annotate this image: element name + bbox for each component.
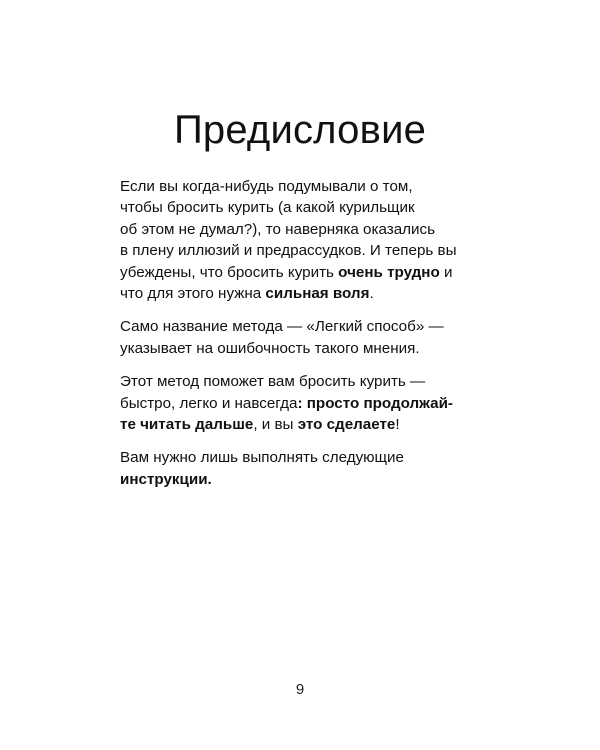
text-run: . bbox=[369, 285, 374, 303]
text-run: Само название метода — «Легкий способ» — bbox=[120, 318, 444, 336]
text-line bbox=[120, 197, 490, 218]
text-run: и bbox=[439, 263, 453, 281]
text-line bbox=[120, 176, 490, 197]
text-run: Этот метод поможет вам бросить курить — bbox=[120, 373, 426, 391]
bold-text: инструкции. bbox=[120, 470, 212, 488]
text-run: ! bbox=[395, 416, 400, 434]
text-line bbox=[120, 338, 490, 359]
paragraph bbox=[120, 176, 490, 304]
bold-text: очень трудно bbox=[338, 263, 440, 281]
bold-text: : просто продолжай- bbox=[297, 394, 453, 412]
text-line bbox=[120, 393, 490, 414]
bold-text: сильная воля bbox=[265, 285, 370, 303]
text-run: об этом не думал?), то наверняка оказались bbox=[120, 220, 435, 238]
text-line bbox=[120, 219, 490, 240]
text-run: указывает на ошибочность такого мнения. bbox=[120, 339, 420, 357]
text-line bbox=[120, 240, 490, 261]
text-run: что для этого нужна bbox=[120, 285, 266, 303]
text-run: быстро, легко и навсегда bbox=[120, 394, 298, 412]
text-run: Вам нужно лишь выполнять следующие bbox=[120, 449, 404, 467]
text-line bbox=[120, 283, 490, 304]
page-title: Предисловие bbox=[173, 108, 427, 152]
bold-text: это сделаете bbox=[297, 416, 396, 434]
text-line bbox=[120, 262, 490, 283]
paragraph bbox=[120, 316, 490, 359]
text-run: , и вы bbox=[253, 416, 298, 434]
preface-text bbox=[120, 176, 490, 502]
text-line bbox=[120, 414, 490, 435]
page-number: 9 bbox=[295, 681, 305, 698]
text-line bbox=[120, 469, 490, 490]
text-line bbox=[120, 316, 490, 337]
bold-text: те читать дальше bbox=[120, 416, 254, 434]
text-line bbox=[120, 371, 490, 392]
paragraph bbox=[120, 447, 490, 490]
text-run: Если вы когда-нибудь подумывали о том, bbox=[120, 178, 413, 195]
text-run: убеждены, что бросить курить bbox=[120, 263, 339, 281]
paragraph bbox=[120, 371, 490, 435]
text-run: в плену иллюзий и предрассудков. И теперь вы bbox=[120, 242, 457, 260]
text-run: чтобы бросить курить (а какой курильщик bbox=[120, 199, 415, 217]
text-line bbox=[120, 447, 490, 468]
